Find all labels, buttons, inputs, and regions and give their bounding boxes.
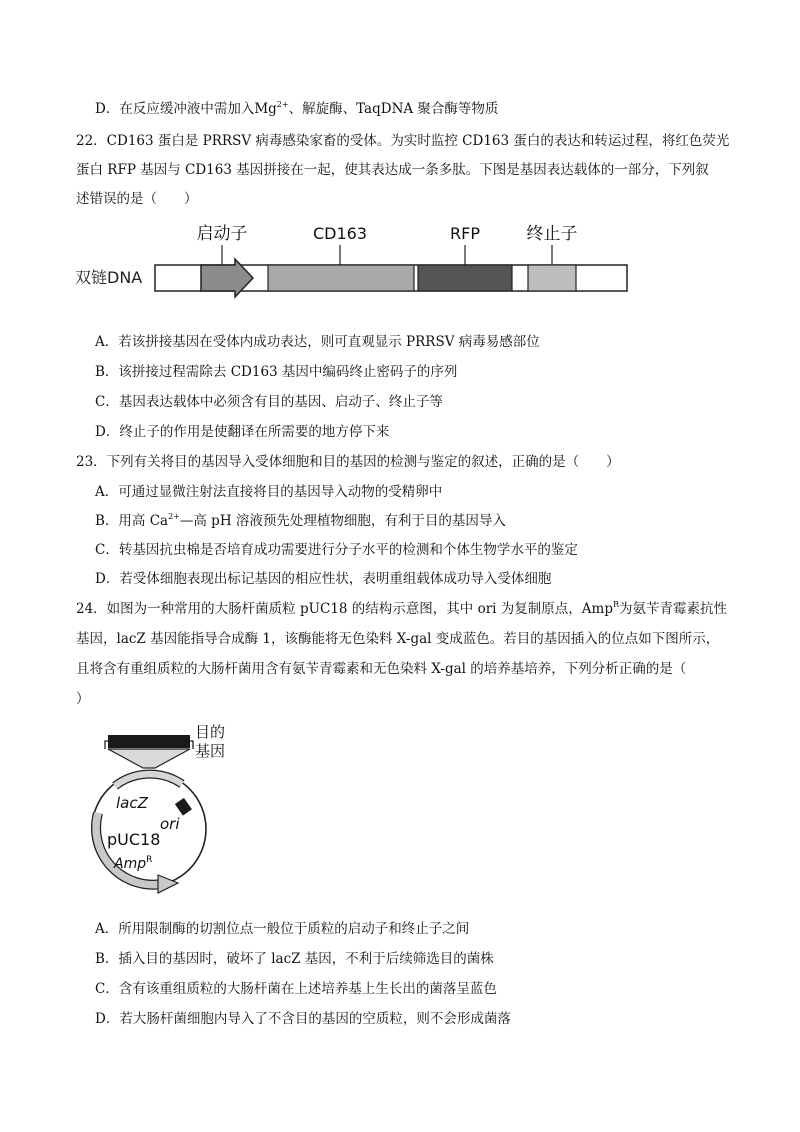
q22-option-c: C．基因表达载体中必须含有目的基因、启动子、终止子等 (95, 394, 443, 410)
promoter-label: 启动子 (196, 224, 248, 244)
terminator-segment (528, 265, 576, 291)
q23-option-d: D．若受体细胞表现出标记基因的相应性状，表明重组载体成功导入受体细胞 (95, 571, 552, 587)
q22-option-d: D．终止子的作用是使翻译在所需要的地方停下来 (95, 424, 390, 440)
q21-option-d: D．在反应缓冲液中需加入$Mg^{2+}$、解旋酶、TaqDNA 聚合酶等物质 (95, 100, 499, 117)
q22-stem-line3: 述错误的是（ ） (76, 191, 198, 207)
q22-option-a: A．若该拼接基因在受体内成功表达，则可直观显示 PRRSV 病毒易感部位 (95, 334, 540, 350)
dna-label: 双链DNA (75, 268, 143, 287)
q22-stem-line1: 22．CD163 蛋白是 PRRSV 病毒感染家畜的受体。为实时监控 CD163 蛋白的表达和转运过程，将红色荧光 (76, 133, 730, 149)
dna-vector-figure (70, 215, 640, 305)
q23-stem: 23．下列有关将目的基因导入受体细胞和目的基因的检测与鉴定的叙述，正确的是（ ） (76, 454, 620, 470)
rfp-label: RFP (450, 224, 480, 243)
terminator-label: 终止子 (526, 224, 578, 244)
target-gene-bar (108, 735, 190, 748)
q22-option-b: B．该拼接过程需除去 CD163 基因中编码终止密码子的序列 (95, 364, 458, 380)
q24-stem-line2: 基因，lacZ 基因能指导合成酶 1，该酶能将无色染料 X-gal 变成蓝色。若目的基因插入的位点如下图所示， (76, 631, 720, 647)
q24-option-d: D．若大肠杆菌细胞内导入了不含目的基因的空质粒，则不会形成菌落 (95, 1011, 511, 1027)
amp-label: Amp$^R$ (114, 855, 153, 872)
q24-stem-line1: 24．如图为一种常用的大肠杆菌质粒 pUC18 的结构示意图，其中 ori 为复制原点，Amp$^R$为氨苄青霉素抗性 (76, 600, 727, 617)
ori-block (175, 798, 192, 816)
q22-stem-line2: 蛋白 RFP 基因与 CD163 基因拼接在一起，使其表达成一条多肽。下图是基因表达载体的一部分，下列叙 (76, 162, 709, 178)
amp-arrowhead (158, 875, 178, 893)
q23-option-c: C．转基因抗虫棉是否培育成功需要进行分子水平的检测和个体生物学水平的鉴定 (95, 542, 578, 558)
q23-option-a: A．可通过显微注射法直接将目的基因导入动物的受精卵中 (95, 484, 443, 500)
q24-option-c: C．含有该重组质粒的大肠杆菌在上述培养基上生长出的菌落呈蓝色 (95, 981, 497, 997)
target-gene-label-2: 基因 (195, 742, 226, 760)
cd163-segment (268, 265, 414, 291)
q24-option-b: B．插入目的基因时，破坏了 lacZ 基因，不利于后续筛选目的菌株 (95, 951, 494, 967)
q24-stem-line3: 且将含有重组质粒的大肠杆菌用含有氨苄青霉素和无色染料 X-gal 的培养基培养，下列分析正确的是（ (76, 661, 687, 677)
rfp-segment (418, 265, 512, 291)
cd163-label: CD163 (312, 224, 368, 243)
insertion-funnel (108, 749, 190, 768)
plasmid-figure (70, 718, 230, 903)
lacz-label: lacZ (116, 794, 148, 812)
q24-option-a: A．所用限制酶的切割位点一般位于质粒的启动子和终止子之间 (95, 921, 470, 937)
target-gene-bracket-right (190, 741, 193, 749)
target-gene-bracket-left (105, 741, 108, 749)
plasmid-label: pUC18 (107, 830, 161, 849)
q24-stem-line4: ） (76, 691, 90, 707)
target-gene-label-1: 目的 (195, 723, 226, 741)
q23-option-b: B．用高 $Ca^{2+}—$高 pH 溶液预先处理植物细胞，有利于目的基因导入 (95, 512, 506, 529)
ori-label: ori (160, 815, 180, 833)
